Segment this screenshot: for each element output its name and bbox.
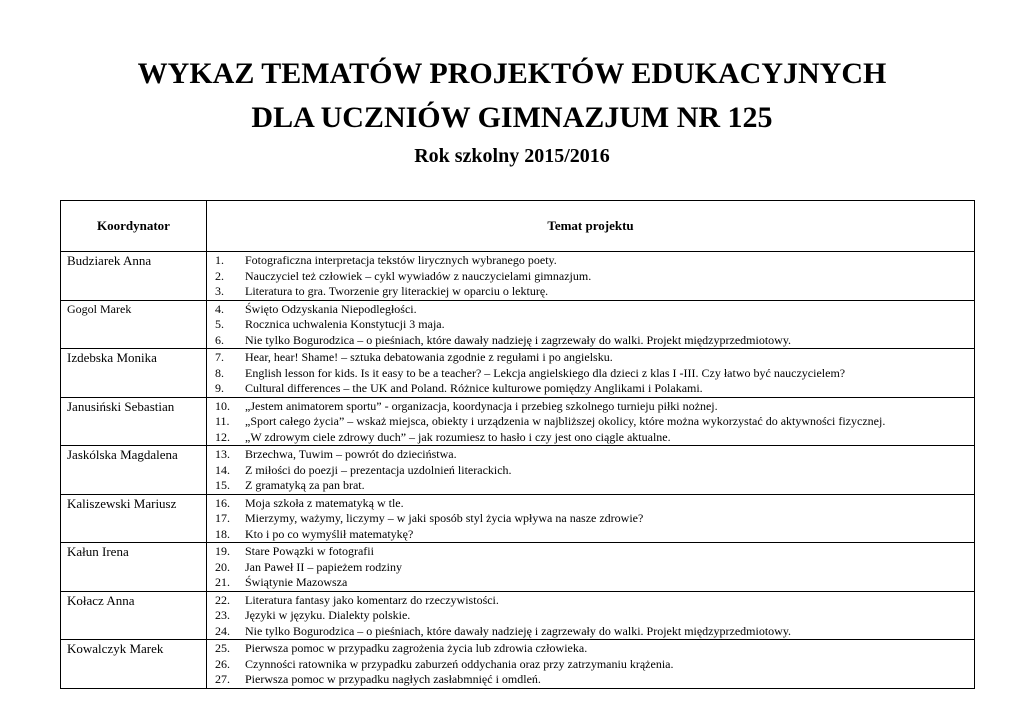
topic-number: 17.	[215, 511, 230, 525]
topic-number: 14.	[215, 462, 230, 477]
topic-number: 9.	[215, 381, 224, 395]
topic-item	[215, 641, 974, 657]
topic-number: 25.	[215, 641, 230, 655]
topic-text: Mierzymy, ważymy, liczymy – w jaki sposób styl życia wpływa na nasze zdrowie?	[245, 511, 644, 525]
topic-item	[215, 284, 974, 300]
topics-cell	[207, 640, 975, 689]
column-header-coordinator: Koordynator	[61, 201, 207, 252]
topic-item	[215, 624, 974, 640]
topics-cell	[207, 494, 975, 543]
table-row	[61, 591, 975, 640]
topic-item	[215, 608, 974, 624]
topic-number: 27.	[215, 672, 230, 686]
topic-number: 19.	[215, 544, 230, 558]
topic-text: Brzechwa, Tuwim – powrót do dzieciństwa.	[245, 447, 457, 461]
topic-number: 16.	[215, 495, 230, 510]
topic-text: Z miłości do poezji – prezentacja uzdolnień literackich.	[245, 462, 512, 477]
topic-item	[215, 350, 974, 366]
topic-item	[215, 672, 974, 688]
topic-number: 1.	[215, 253, 224, 267]
topics-cell	[207, 397, 975, 446]
topics-cell	[207, 543, 975, 592]
table-header-row	[61, 201, 975, 252]
topic-text: Fotograficzna interpretacja tekstów lirycznych wybranego poety.	[245, 253, 557, 267]
topic-text: Nie tylko Bogurodzica – o pieśniach, które dawały nadzieję i zagrzewały do walki. Projekt międzyprzedmiotowy.	[245, 332, 792, 347]
topics-cell	[207, 349, 975, 398]
topic-text: „W zdrowym ciele zdrowy duch” – jak rozumiesz to hasło i czy jest ono ciągle aktualne.	[245, 429, 671, 444]
topic-item	[215, 414, 974, 430]
topic-item	[215, 575, 974, 591]
topic-text: Z gramatyką za pan brat.	[245, 478, 365, 492]
topic-item	[215, 447, 974, 463]
topic-text: Czynności ratownika w przypadku zaburzeń oddychania oraz przy zatrzymaniu krążenia.	[245, 656, 674, 671]
document-title-line-1: WYKAZ TEMATÓW PROJEKTÓW EDUKACYJNYCH	[137, 57, 887, 90]
topic-number: 12.	[215, 429, 230, 444]
table-row	[61, 349, 975, 398]
topic-text: English lesson for kids. Is it easy to be a teacher? – Lekcja angielskiego dla dzieci z klas I -III. Czy łatwo być nauczycielem?	[245, 365, 846, 380]
document-title-line-2: DLA UCZNIÓW GIMNAZJUM NR 125	[251, 101, 773, 134]
topic-number: 21.	[215, 575, 230, 589]
topic-text: Nie tylko Bogurodzica – o pieśniach, które dawały nadzieję i zagrzewały do walki. Projekt międzyprzedmiotowy.	[245, 623, 792, 638]
table-row	[61, 397, 975, 446]
topic-number: 18.	[215, 526, 230, 541]
topic-number: 3.	[215, 284, 224, 298]
topic-text: Literatura fantasy jako komentarz do rzeczywistości.	[245, 592, 499, 607]
topic-number: 10.	[215, 398, 230, 413]
topic-item	[215, 333, 974, 349]
topic-text: „Jestem animatorem sportu” - organizacja, koordynacja i przebieg szkolnego turnieju piłki nożnej.	[245, 398, 718, 413]
topic-number: 11.	[215, 414, 230, 428]
topic-text: Kto i po co wymyślił matematykę?	[245, 526, 414, 541]
table-body	[61, 252, 975, 689]
topic-item	[215, 269, 974, 285]
topic-number: 23.	[215, 608, 230, 622]
topics-cell	[207, 591, 975, 640]
topic-number: 20.	[215, 559, 230, 574]
coordinator-cell: Kaliszewski Mariusz	[61, 494, 207, 543]
topic-item	[215, 560, 974, 576]
coordinator-cell: Izdebska Monika	[61, 349, 207, 398]
topic-number: 15.	[215, 478, 230, 492]
topic-item	[215, 657, 974, 673]
coordinator-cell: Kowalczyk Marek	[61, 640, 207, 689]
topic-item	[215, 463, 974, 479]
topic-text: Moja szkoła z matematyką w tle.	[245, 495, 404, 510]
topic-item	[215, 302, 974, 318]
table-row	[61, 252, 975, 301]
topics-cell	[207, 252, 975, 301]
topic-text: Języki w języku. Dialekty polskie.	[245, 608, 411, 622]
coordinator-cell: Budziarek Anna	[61, 252, 207, 301]
topic-number: 5.	[215, 317, 224, 331]
topic-number: 2.	[215, 268, 224, 283]
topic-item	[215, 478, 974, 494]
table-row	[61, 494, 975, 543]
topic-number: 26.	[215, 656, 230, 671]
topic-number: 4.	[215, 301, 224, 316]
topic-item	[215, 399, 974, 415]
table-row	[61, 446, 975, 495]
coordinator-cell: Kałun Irena	[61, 543, 207, 592]
topic-number: 6.	[215, 332, 224, 347]
topic-text: „Sport całego życia” – wskaż miejsca, obiekty i urządzenia w najbliższej okolicy, które można wykorzystać do aktywności fizycznej.	[245, 414, 886, 428]
coordinator-cell: Kołacz Anna	[61, 591, 207, 640]
topic-text: Pierwsza pomoc w przypadku nagłych zasłabmnięć i omdleń.	[245, 672, 541, 686]
topic-text: Stare Powązki w fotografii	[245, 544, 374, 558]
topic-text: Pierwsza pomoc w przypadku zagrożenia życia lub zdrowia człowieka.	[245, 641, 588, 655]
topic-text: Literatura to gra. Tworzenie gry literackiej w oparciu o lekturę.	[245, 284, 549, 298]
topic-number: 7.	[215, 350, 224, 364]
topic-item	[215, 527, 974, 543]
topic-item	[215, 593, 974, 609]
topic-text: Rocznica uchwalenia Konstytucji 3 maja.	[245, 317, 445, 331]
topic-text: Nauczyciel też człowiek – cykl wywiadów z nauczycielami gimnazjum.	[245, 268, 592, 283]
topic-item	[215, 544, 974, 560]
topic-item	[215, 317, 974, 333]
column-header-topic: Temat projektu	[207, 201, 975, 252]
coordinator-cell: Gogol Marek	[61, 300, 207, 349]
topic-number: 22.	[215, 592, 230, 607]
topic-item	[215, 381, 974, 397]
topic-item	[215, 430, 974, 446]
topic-number: 13.	[215, 447, 230, 461]
topic-text: Jan Paweł II – papieżem rodziny	[245, 559, 402, 574]
topics-cell	[207, 300, 975, 349]
topics-cell	[207, 446, 975, 495]
table-row	[61, 640, 975, 689]
topic-item	[215, 511, 974, 527]
topic-item	[215, 366, 974, 382]
projects-table	[60, 200, 975, 689]
topic-text: Hear, hear! Shame! – sztuka debatowania zgodnie z regułami i po angielsku.	[245, 350, 613, 364]
topic-item	[215, 496, 974, 512]
topic-text: Święto Odzyskania Niepodległości.	[245, 301, 417, 316]
topic-item	[215, 253, 974, 269]
coordinator-cell: Janusiński Sebastian	[61, 397, 207, 446]
coordinator-cell: Jaskólska Magdalena	[61, 446, 207, 495]
topic-number: 8.	[215, 365, 224, 380]
topic-number: 24.	[215, 623, 230, 638]
topic-text: Świątynie Mazowsza	[245, 575, 348, 589]
topic-text: Cultural differences – the UK and Poland. Różnice kulturowe pomiędzy Anglikami i Polakami.	[245, 381, 703, 395]
table-row	[61, 543, 975, 592]
table-row	[61, 300, 975, 349]
school-year-subtitle: Rok szkolny 2015/2016	[414, 145, 610, 167]
